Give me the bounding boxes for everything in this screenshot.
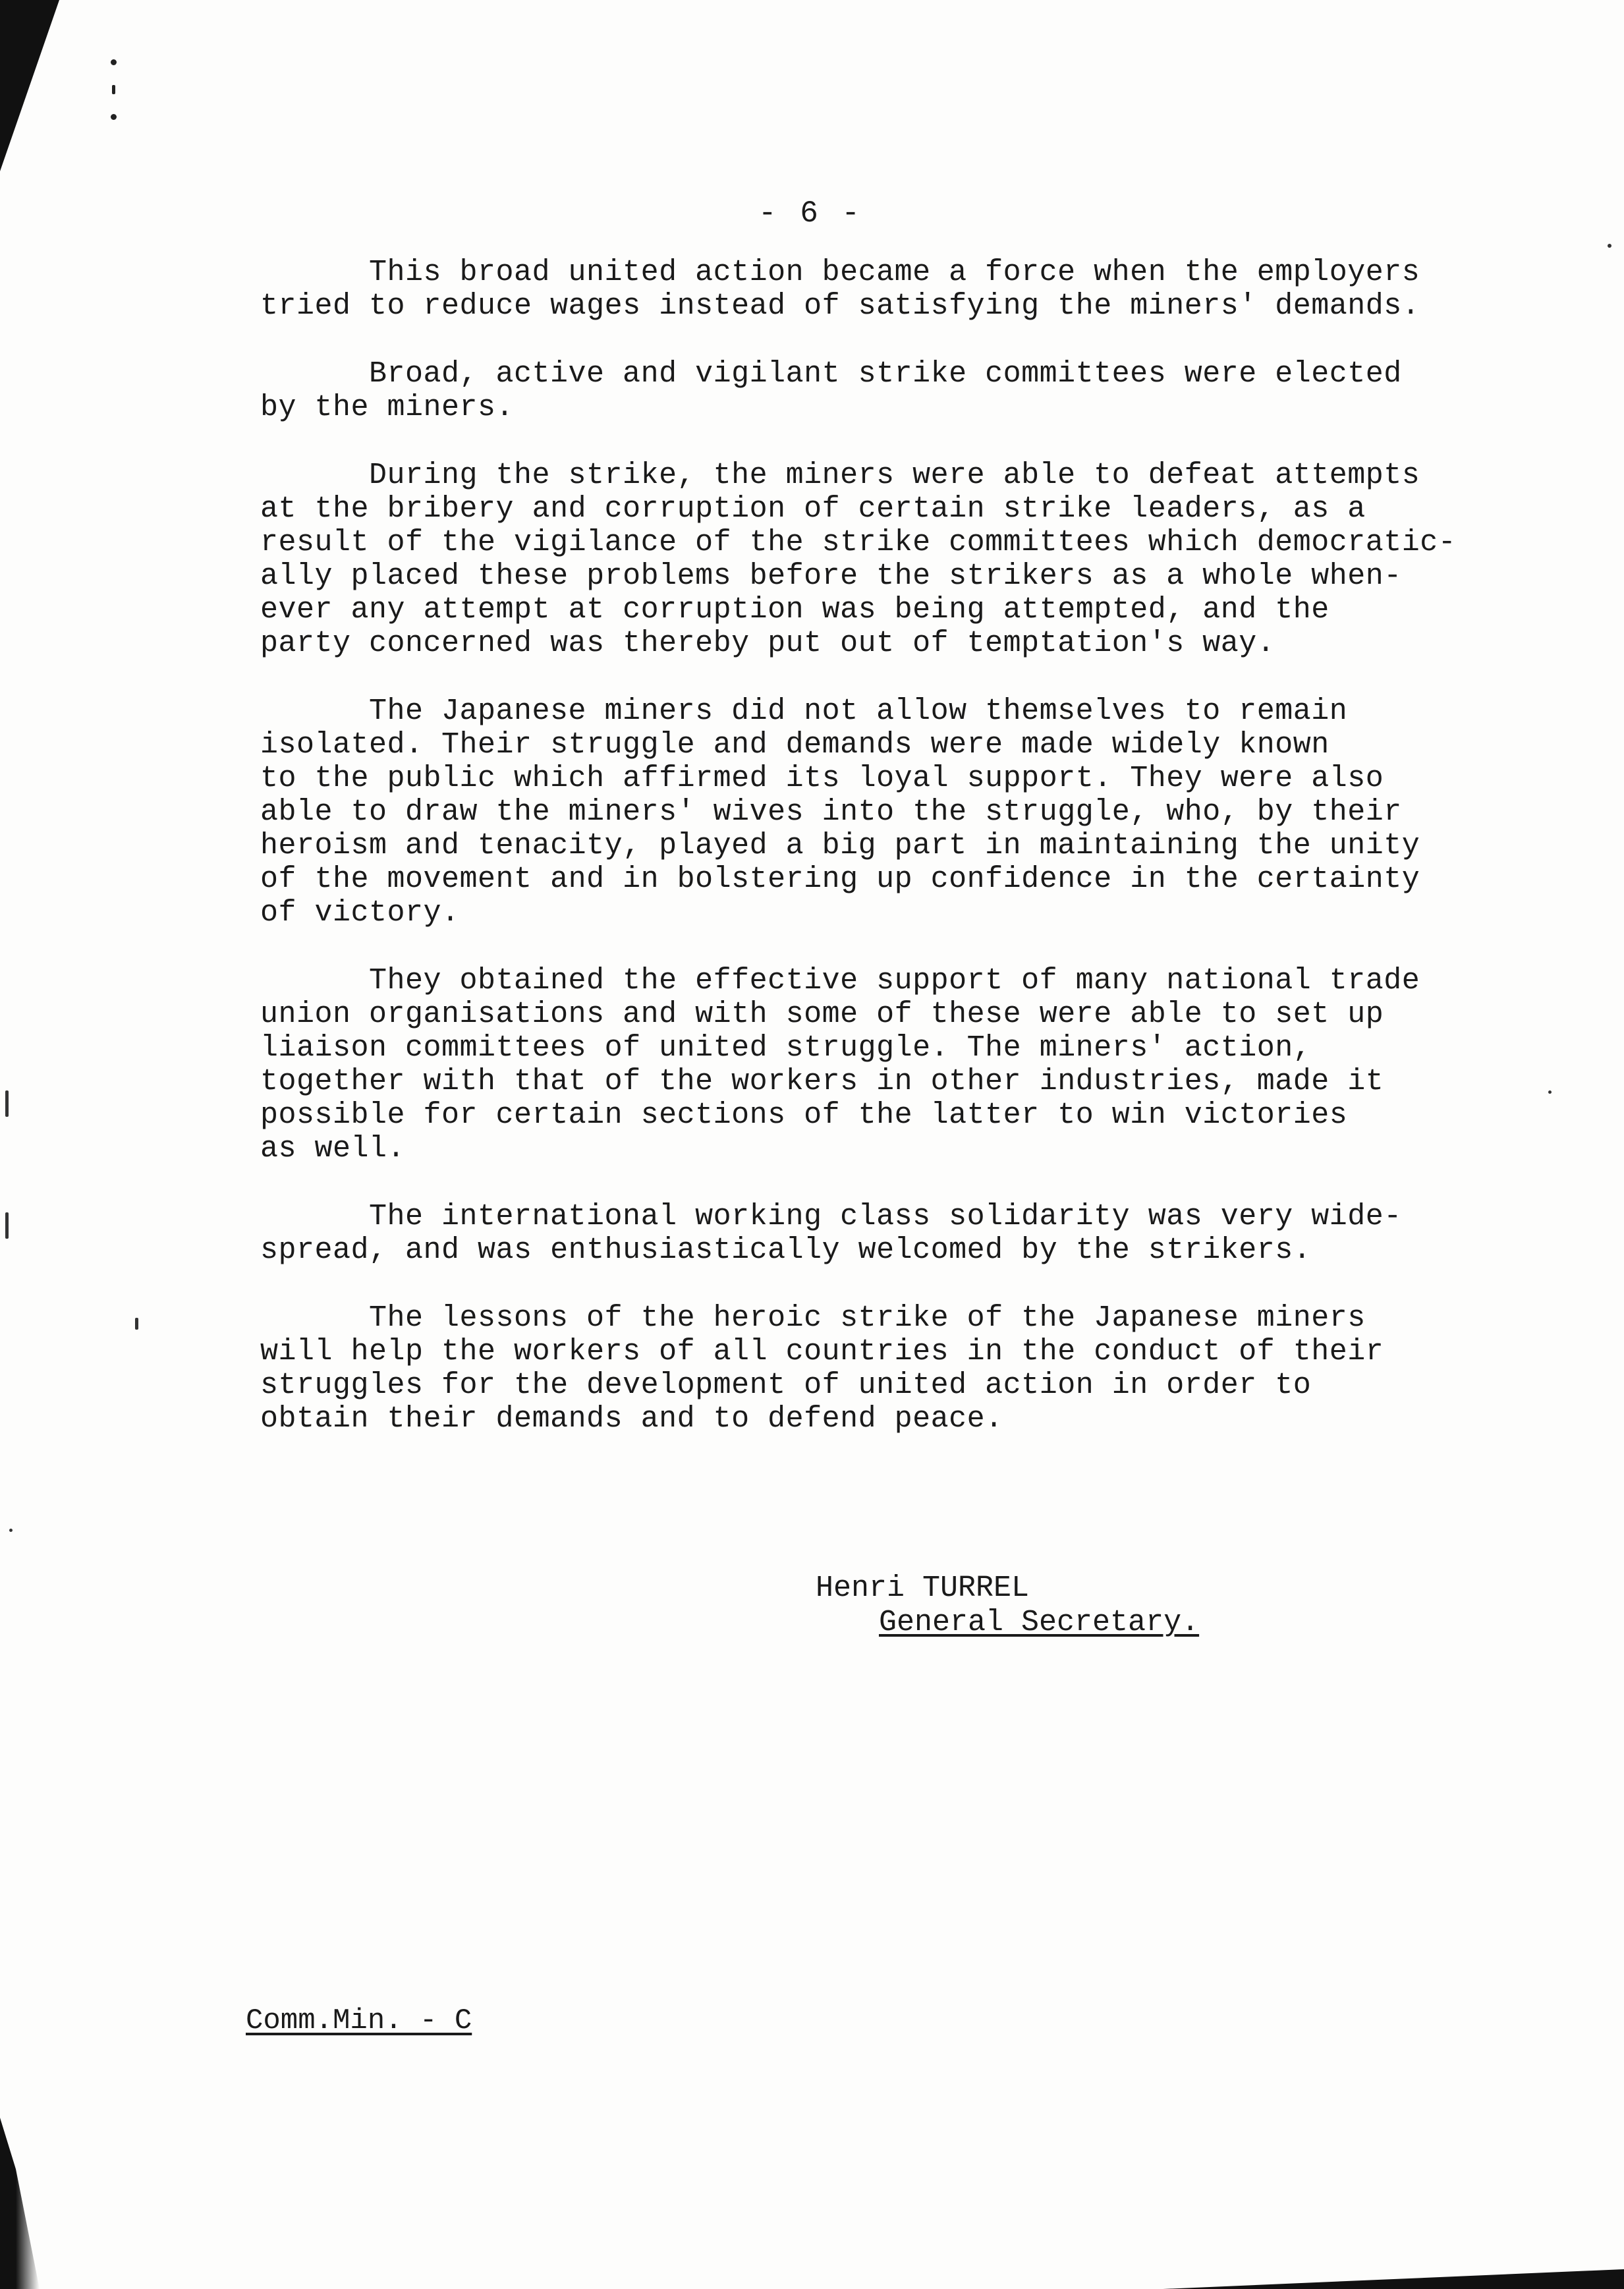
punch-mark: [111, 114, 117, 120]
page-number: - 6 -: [758, 196, 863, 231]
reference-code: Comm.Min. - C: [246, 2004, 472, 2037]
punch-mark: [111, 59, 117, 65]
paragraph-vigilance: During the strike, the miners were able to defeat attempts at the bribery and corruption of certain strike leaders, as a result of the vigilance of the strike committees which democratic- ally placed these problems before the strikers as a whole when- ever any attempt at corruption was being attempted, and the party concerned was thereby put out of temptation's way.: [260, 459, 1457, 660]
scan-speck: [5, 1212, 9, 1239]
paragraph-strike-committees: Broad, active and vigilant strike committees were elected by the miners.: [260, 357, 1402, 424]
scan-shadow-top-left: [0, 0, 59, 171]
paragraph-solidarity: The international working class solidarity was very wide- spread, and was enthusiastically welcomed by the strikers.: [260, 1200, 1402, 1267]
paragraph-united-action: This broad united action became a force when the employers tried to reduce wages instead of satisfying the miners' demands.: [260, 256, 1420, 323]
signature-block: [816, 1571, 1277, 1640]
punch-marks: [111, 59, 124, 138]
scan-shadow-bottom-right: [1163, 2269, 1624, 2289]
scan-speck: [1608, 244, 1611, 248]
punch-mark: [112, 85, 115, 94]
paragraph-public-support: The Japanese miners did not allow themselves to remain isolated. Their struggle and demands were made widely known to the public which affirmed its loyal support. They were also able to draw the miners' wives into the struggle, who, by their heroism and tenacity, played a big part in maintaining the unity of the movement and in bolstering up confidence in the certainty of victory.: [260, 694, 1420, 930]
paragraph-trade-union-support: They obtained the effective support of many national trade union organisations and with some of these were able to set up liaison committees of united struggle. The miners' action, together with that of the workers in other industries, made it possible for certain sections of the latter to win victories as well.: [260, 964, 1420, 1166]
scan-speck: [1548, 1090, 1552, 1094]
scan-speck: [135, 1318, 138, 1330]
signatory-name: Henri TURREL: [816, 1571, 1030, 1605]
letter-body: [260, 256, 1571, 1470]
signatory-title: General Secretary.: [879, 1606, 1200, 1639]
paragraph-lessons: The lessons of the heroic strike of the Japanese miners will help the workers of all countries in the conduct of their struggles for the development of united action in order to obtain their demands and to defend peace.: [260, 1301, 1384, 1436]
scan-speck: [9, 1529, 13, 1532]
scan-shadow-bottom-left: [0, 2118, 40, 2289]
scan-speck: [5, 1090, 9, 1117]
